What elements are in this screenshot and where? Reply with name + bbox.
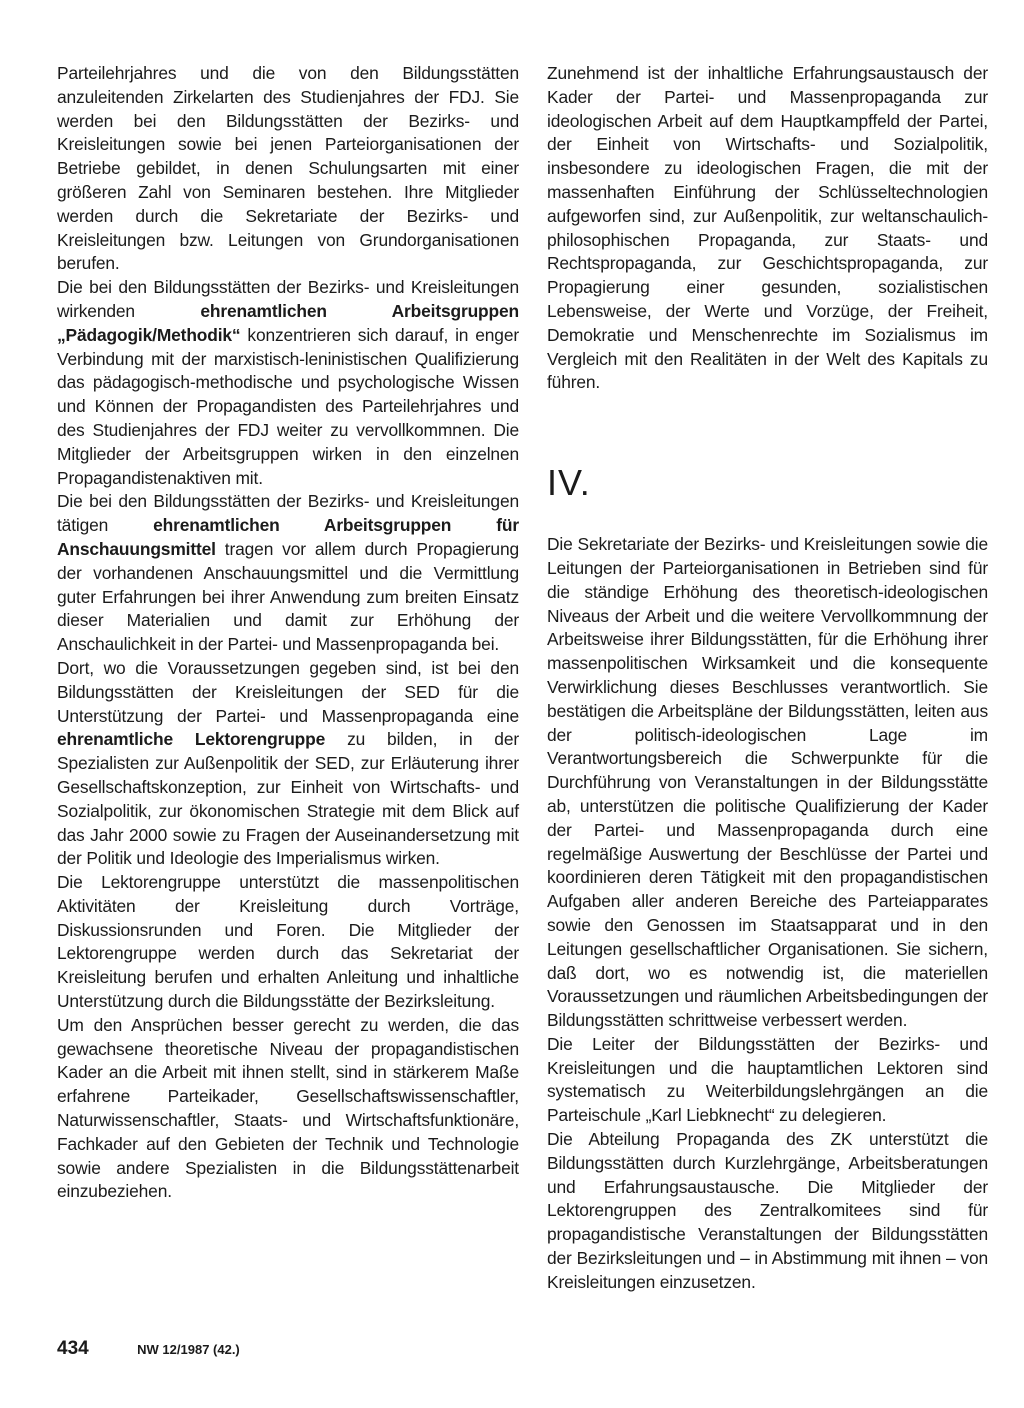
- page-number: 434: [57, 1338, 89, 1359]
- paragraph: Parteilehrjahres und die von den Bildungsstätten anzuleitenden Zirkelarten des Studienjahres der FDJ. Sie werden bei den Bildungsstätten der Bezirks- und Kreisleitungen sowie bei jenen Parteiorganisationen der Betriebe gebildet, in denen Schulungsarten mit einer größeren Zahl von Seminaren bestehen. Ihre Mitglieder werden durch die Sekretariate der Bezirks- und Kreisleitungen bzw. Leitungen von Grundorganisationen berufen.: [57, 63, 519, 274]
- paragraph-text: konzentrieren sich darauf, in enger Verbindung mit der marxistisch-leninistischen Qualifizierung das pädagogisch-methodische und psychologische Wissen und Können der Propagandisten des Parteilehrjahres und des Studienjahres der FDJ weiter zu vervollkommnen. Die Mitglieder der Arbeitsgruppen wirken in den einzelnen Propagandistenaktiven mit.: [57, 324, 519, 488]
- paragraph: Die Leiter der Bildungsstätten der Bezirks- und Kreisleitungen und die hauptamtlichen Lektoren sind systematisch zu Weiterbildungslehrgängen an die Parteischule „Karl Liebknecht“ zu delegieren.: [547, 1033, 988, 1126]
- paragraph-text: Die bei den Bildungsstätten der Bezirks- und Kreisleitungen tätigen: [57, 491, 519, 536]
- bold-term: ehrenamtliche Lektorengruppe: [57, 729, 326, 750]
- paragraph: [57, 276, 519, 490]
- bold-term: ehrenamtlichen Arbeitsgruppen für Anschauungsmittel: [57, 515, 519, 559]
- page-footer: [57, 1338, 240, 1360]
- paragraph: [57, 490, 519, 657]
- paragraph: [57, 657, 519, 871]
- left-column: [57, 62, 519, 1204]
- paragraph: Die Lektorengruppe unterstützt die massenpolitischen Aktivitäten der Kreisleitung durch Vorträge, Diskussionsrunden und Foren. Die Mitglieder der Lektorengruppe werden durch das Sekretariat der Kreisleitung berufen und erhalten Anleitung und inhaltliche Unterstützung durch die Bildungsstätte der Bezirksleitung.: [57, 872, 519, 1012]
- paragraph: Die Sekretariate der Bezirks- und Kreisleitungen sowie die Leitungen der Parteiorganisationen in Betrieben sind für die ständige Erhöhung des theoretisch-ideologischen Niveaus der Arbeit und die weitere Vervollkommnung der Arbeitsweise ihrer Bildungsstätten, für die Erhöhung ihrer massenpolitischen Wirksamkeit und die konsequente Verwirklichung dieses Beschlusses verantwortlich. Sie bestätigen die Arbeitspläne der Bildungsstätten, leiten aus der politisch-ideologischen Lage im Verantwortungsbereich die Schwerpunkte für die Durchführung von Veranstaltungen in der Bildungsstätte ab, unterstützen die politische Qualifizierung der Kader der Partei- und Massenpropaganda durch eine regelmäßige Auswertung der Beschlüsse der Partei und koordinieren deren Tätigkeit mit den propagandistischen Aufgaben aller anderen Bereiche des Parteiapparates sowie den Genossen im Staatsapparat und in den Leitungen gesellschaftlicher Organisationen. Sie sichern, daß dort, wo es notwendig ist, die materiellen Voraussetzungen und räumlichen Arbeitsbedingungen der Bildungsstätten schrittweise verbessert werden.: [547, 534, 988, 1031]
- section-heading: IV.: [547, 462, 591, 504]
- bold-term: ehrenamtlichen Arbeitsgruppen „Pädagogik/Methodik“: [57, 300, 519, 345]
- right-column: [547, 62, 988, 1295]
- paragraph-text: zu bilden, in der Spezialisten zur Außenpolitik der SED, zur Erläuterung ihrer Gesellschaftskonzeption, zur Einheit von Wirtschafts- und Sozialpolitik, zur ökonomischen Strategie mit dem Blick auf das Jahr 2000 sowie zu Fragen der Auseinandersetzung mit der Politik und Ideologie des Imperialismus wirken.: [57, 729, 519, 869]
- paragraph-text: Die bei den Bildungsstätten der Bezirks- und Kreisleitungen wirkenden: [57, 277, 519, 321]
- paragraph-text: tragen vor allem durch Propagierung der vorhandenen Anschauungsmittel und die Vermittlung guter Erfahrungen bei ihrer Anwendung zum breiten Einsatz dieser Materialien und damit zur Erhöhung der Anschaulichkeit in der Partei- und Massenpropaganda bei.: [57, 538, 519, 655]
- paragraph: Um den Ansprüchen besser gerecht zu werden, die das gewachsene theoretische Niveau der propagandistischen Kader an die Arbeit mit ihnen stellt, sind in stärkerem Maße erfahrene Parteikader, Gesellschaftswissenschaftler, Naturwissenschaftler, Staats- und Wirtschaftsfunktionäre, Fachkader auf den Gebieten der Technik und Technologie sowie andere Spezialisten in die Bildungsstättenarbeit einzubeziehen.: [57, 1014, 519, 1202]
- paragraph: Die Abteilung Propaganda des ZK unterstützt die Bildungsstätten durch Kurzlehrgänge, Arbeitsberatungen und Erfahrungsaustausche. Die Mitglieder der Lektorengruppen des Zentralkomitees sind für propagandistische Veranstaltungen der Bildungsstätten der Bezirksleitungen und – in Abstimmung mit ihnen – von Kreisleitungen einzusetzen.: [547, 1129, 988, 1292]
- paragraph: Zunehmend ist der inhaltliche Erfahrungsaustausch der Kader der Partei- und Massenpropaganda zur ideologischen Arbeit auf dem Hauptkampffeld der Partei, der Einheit von Wirtschafts- und Sozialpolitik, insbesondere zu ideologischen Fragen, die mit der massenhaften Einführung der Schlüsseltechnologien aufgeworfen sind, zur Außenpolitik, zur weltanschaulich-philosophischen Propaganda, zur Staats- und Rechtspropaganda, zur Geschichtspropaganda, zur Propagierung einer gesunden, sozialistischen Lebensweise, der Werte und Vorzüge, der Freiheit, Demokratie und Menschenrechte im Sozialismus im Vergleich mit den Realitäten in der Welt des Kapitals zu führen.: [547, 63, 988, 393]
- paragraph-text: Dort, wo die Voraussetzungen gegeben sind, ist bei den Bildungsstätten der Kreisleitungen der SED für die Unterstützung der Partei- und Massenpropaganda eine: [57, 657, 519, 726]
- journal-reference: NW 12/1987 (42.): [137, 1342, 240, 1357]
